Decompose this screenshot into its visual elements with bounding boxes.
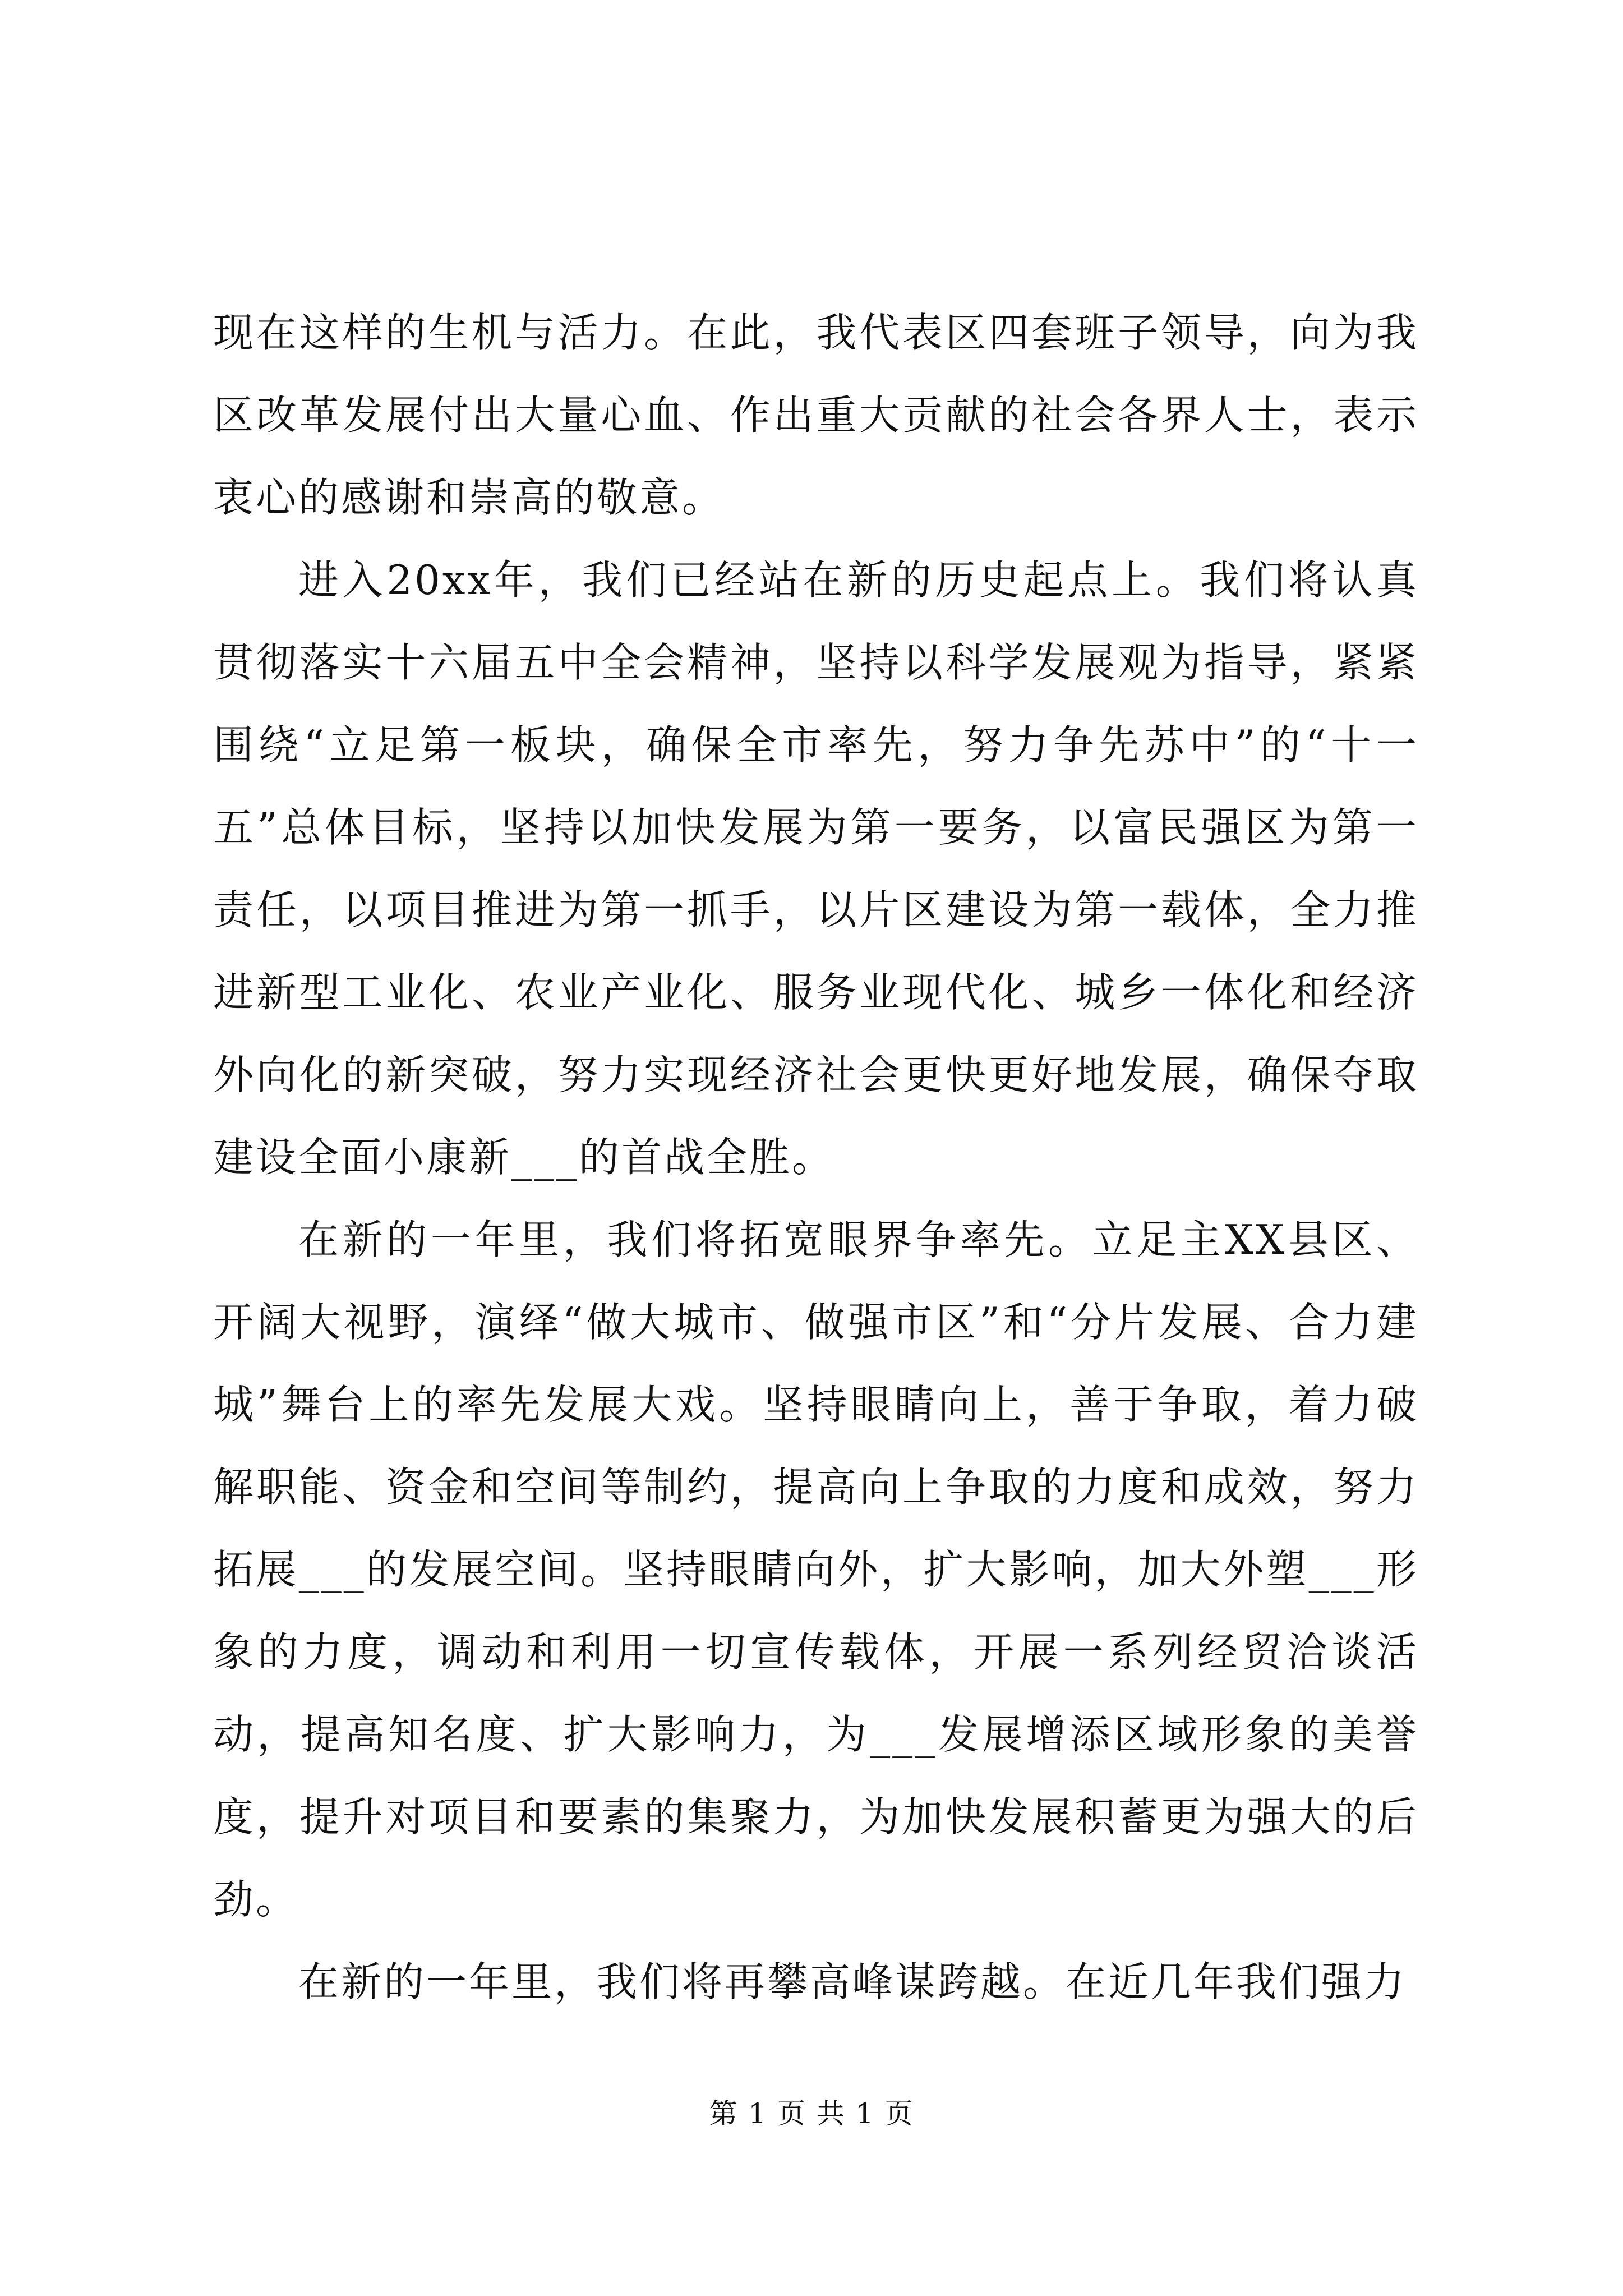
paragraph-4: 在新的一年里，我们将再攀高峰谋跨越。在近几年我们强力 bbox=[298, 1958, 1407, 2005]
page-footer: 第 1 页 共 1 页 bbox=[709, 2097, 914, 2130]
paragraph-1: 现在这样的生机与活力。在此，我代表区四套班子领导，向为我区改革发展付出大量心血、作出重大贡献的社会各界人士，表示衷心的感谢和崇高的敬意。 bbox=[213, 309, 1419, 521]
paragraph-3: 在新的一年里，我们将拓宽眼界争率先。立足主XX县区、开阔大视野，演绎“做大城市、做强市区”和“分片发展、合力建城”舞台上的率先发展大戏。坚持眼睛向上，善于争取，着力破解职能、资金和空间等制约，提高向上争取的力度和成效，努力拓展___的发展空间。坚持眼睛向外，扩大影响，加大外塑___形象的力度，调动和利用一切宣传载体，开展一系列经贸洽谈活动，提高知名度、扩大影响力，为___发展增添区域形象的美誉度，提升对项目和要素的集聚力，为加快发展积蓄更为强大的后劲。 bbox=[213, 1216, 1419, 1923]
paragraph-2: 进入20xx年，我们已经站在新的历史起点上。我们将认真贯彻落实十六届五中全会精神，坚持以科学发展观为指导，紧紧围绕“立足第一板块，确保全市率先，努力争先苏中”的“十一五”总体目标，坚持以加快发展为第一要务，以富民强区为第一责任，以项目推进为第一抓手，以片区建设为第一载体，全力推进新型工业化、农业产业化、服务业现代化、城乡一体化和经济外向化的新突破，努力实现经济社会更快更好地发展，确保夺取建设全面小康新___的首战全胜。 bbox=[213, 556, 1419, 1181]
document-body bbox=[213, 292, 1419, 2023]
